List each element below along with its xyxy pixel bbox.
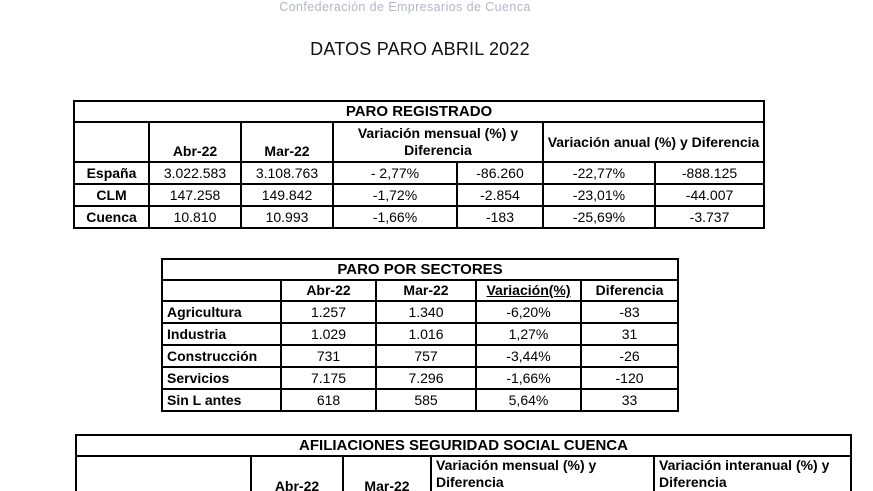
cell-var-mensual-pct: -1,72%: [333, 184, 457, 206]
table-row: [162, 389, 678, 411]
col-header-variacion-mensual: Variación mensual (%) y Diferencia: [333, 122, 543, 162]
cell-abr22: 731: [281, 345, 376, 367]
cell-var-mensual-pct: - 2,77%: [333, 162, 457, 184]
cell-diferencia: 31: [581, 323, 678, 345]
cell-variacion: 1,27%: [476, 323, 581, 345]
empty-header-cell: [76, 456, 251, 491]
cell-diferencia: 33: [581, 389, 678, 411]
cell-var-mensual-dif: -183: [457, 206, 543, 228]
cell-diferencia: -26: [581, 345, 678, 367]
col-header-mar22: Mar-22: [343, 456, 431, 491]
table-row: [162, 345, 678, 367]
cell-abr22: 7.175: [281, 367, 376, 389]
empty-header-cell: [74, 122, 149, 162]
table-row: [162, 367, 678, 389]
organization-logo-text: Confederación de Empresarios de Cuenca: [279, 0, 531, 14]
row-label: España: [74, 162, 149, 184]
row-label: Servicios: [162, 367, 281, 389]
col-header-abr22: Abr-22: [251, 456, 343, 491]
table-row: [162, 323, 678, 345]
table-title-row: [162, 259, 678, 280]
table-header-row: [76, 456, 851, 491]
col-header-abr22: Abr-22: [281, 280, 376, 301]
table-header-row: [162, 280, 678, 301]
cell-var-mensual-dif: -2.854: [457, 184, 543, 206]
row-label: Agricultura: [162, 301, 281, 323]
table-row: [74, 162, 764, 184]
col-header-variacion-anual: Variación anual (%) y Diferencia: [543, 122, 764, 162]
col-header-variacion: Variación(%): [476, 280, 581, 301]
cell-mar22: 10.993: [241, 206, 333, 228]
paro-registrado-table: [73, 100, 765, 229]
cell-mar22: 149.842: [241, 184, 333, 206]
table-row: [74, 206, 764, 228]
col-header-diferencia: Diferencia: [581, 280, 678, 301]
page-title: DATOS PARO ABRIL 2022: [310, 39, 530, 59]
afiliaciones-title: AFILIACIONES SEGURIDAD SOCIAL CUENCA: [76, 435, 851, 456]
cell-var-anual-pct: -25,69%: [543, 206, 655, 228]
table-row: [74, 184, 764, 206]
table-header-row: [74, 122, 764, 162]
cell-variacion: -1,66%: [476, 367, 581, 389]
cell-variacion: -3,44%: [476, 345, 581, 367]
table-title-row: [76, 435, 851, 456]
cell-var-mensual-dif: -86.260: [457, 162, 543, 184]
cell-abr22: 3.022.583: [149, 162, 241, 184]
cell-var-anual-dif: -3.737: [655, 206, 764, 228]
table-title-row: [74, 101, 764, 122]
paro-sectores-title: PARO POR SECTORES: [162, 259, 678, 280]
row-label: Industria: [162, 323, 281, 345]
cell-var-anual-pct: -22,77%: [543, 162, 655, 184]
cell-diferencia: -83: [581, 301, 678, 323]
row-label: Construcción: [162, 345, 281, 367]
cell-abr22: 618: [281, 389, 376, 411]
afiliaciones-table: [75, 434, 852, 491]
col-header-mar22: Mar-22: [241, 122, 333, 162]
row-label: Sin L antes: [162, 389, 281, 411]
cell-diferencia: -120: [581, 367, 678, 389]
cell-mar22: 757: [376, 345, 476, 367]
cell-mar22: 7.296: [376, 367, 476, 389]
cell-var-anual-pct: -23,01%: [543, 184, 655, 206]
cell-variacion: 5,64%: [476, 389, 581, 411]
cell-abr22: 147.258: [149, 184, 241, 206]
cell-mar22: 585: [376, 389, 476, 411]
row-label: CLM: [74, 184, 149, 206]
cell-variacion: -6,20%: [476, 301, 581, 323]
cell-abr22: 1.257: [281, 301, 376, 323]
cell-abr22: 10.810: [149, 206, 241, 228]
table-row: [162, 301, 678, 323]
paro-registrado-title: PARO REGISTRADO: [74, 101, 764, 122]
cell-var-mensual-pct: -1,66%: [333, 206, 457, 228]
cell-mar22: 1.016: [376, 323, 476, 345]
empty-header-cell: [162, 280, 281, 301]
col-header-mar22: Mar-22: [376, 280, 476, 301]
col-header-variacion-interanual: Variación interanual (%) y Diferencia: [654, 456, 851, 491]
cell-abr22: 1.029: [281, 323, 376, 345]
cell-var-anual-dif: -888.125: [655, 162, 764, 184]
cell-var-anual-dif: -44.007: [655, 184, 764, 206]
col-header-abr22: Abr-22: [149, 122, 241, 162]
paro-sectores-table: [161, 258, 679, 412]
cell-mar22: 1.340: [376, 301, 476, 323]
col-header-variacion-mensual: Variación mensual (%) y Diferencia: [431, 456, 654, 491]
cell-mar22: 3.108.763: [241, 162, 333, 184]
row-label: Cuenca: [74, 206, 149, 228]
